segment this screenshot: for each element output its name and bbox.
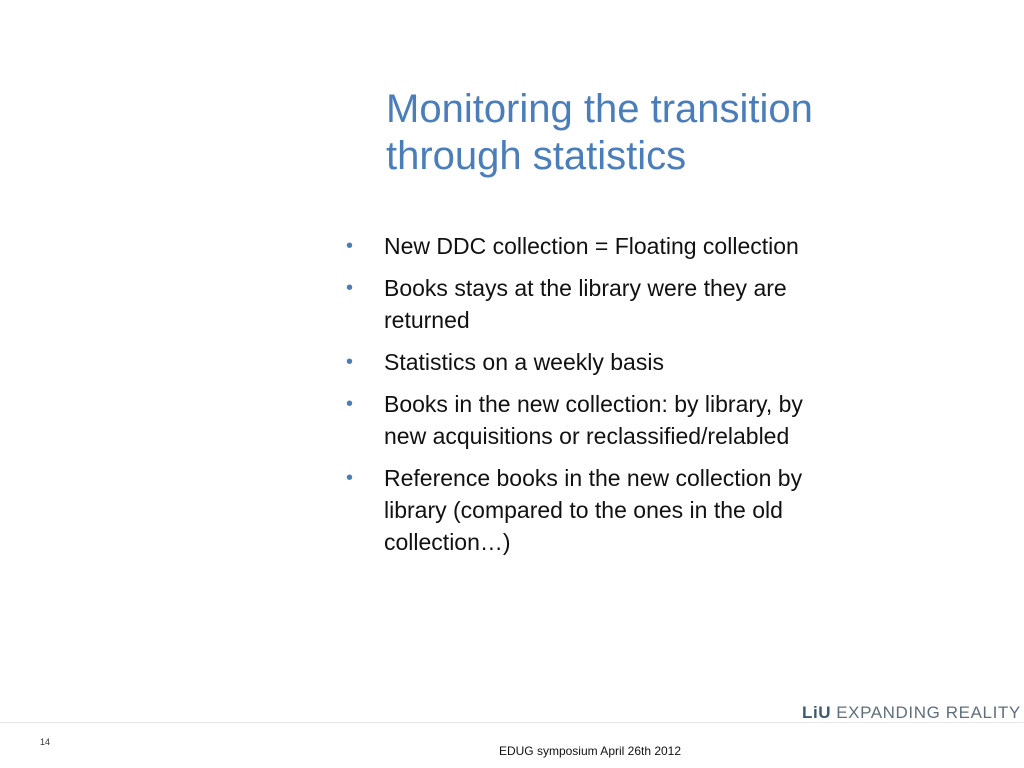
logo-text: EXPANDING REALITY [836, 703, 1021, 722]
bullet-item-4 [346, 388, 916, 452]
bullet-5-line-2: library (compared to the ones in the old [384, 497, 783, 523]
bullet-item-5 [346, 462, 916, 558]
page-number: 14 [40, 737, 51, 747]
bullet-2-line-1: Books stays at the library were they are [384, 275, 787, 301]
bullet-item-2 [346, 272, 916, 336]
logo-mark: LiU [802, 703, 832, 722]
bullet-list [346, 230, 916, 568]
slide-title-line-2: through statistics [386, 134, 687, 179]
bullet-2-line-2: returned [384, 307, 470, 333]
bullet-icon: • [346, 277, 354, 299]
bullet-icon: • [346, 393, 354, 415]
footer-divider [0, 722, 1024, 723]
bullet-4-line-2: new acquisitions or reclassified/relabled [384, 423, 790, 449]
bullet-1-line-1: New DDC collection = Floating collection [384, 233, 799, 259]
bullet-icon: • [346, 235, 354, 257]
bullet-5-line-3: collection…) [384, 529, 511, 555]
slide-title-line-1: Monitoring the transition [386, 87, 813, 131]
bullet-item-1 [346, 230, 916, 262]
bullet-5-line-1: Reference books in the new collection by [384, 465, 803, 491]
footer-event-text: EDUG symposium April 26th 2012 [498, 744, 682, 758]
bullet-item-3 [346, 346, 916, 378]
bullet-icon: • [346, 467, 354, 489]
bullet-icon: • [346, 351, 354, 373]
bullet-3-line-1: Statistics on a weekly basis [384, 349, 664, 375]
bullet-4-line-1: Books in the new collection: by library, by [384, 391, 803, 417]
slide-title [386, 86, 946, 180]
